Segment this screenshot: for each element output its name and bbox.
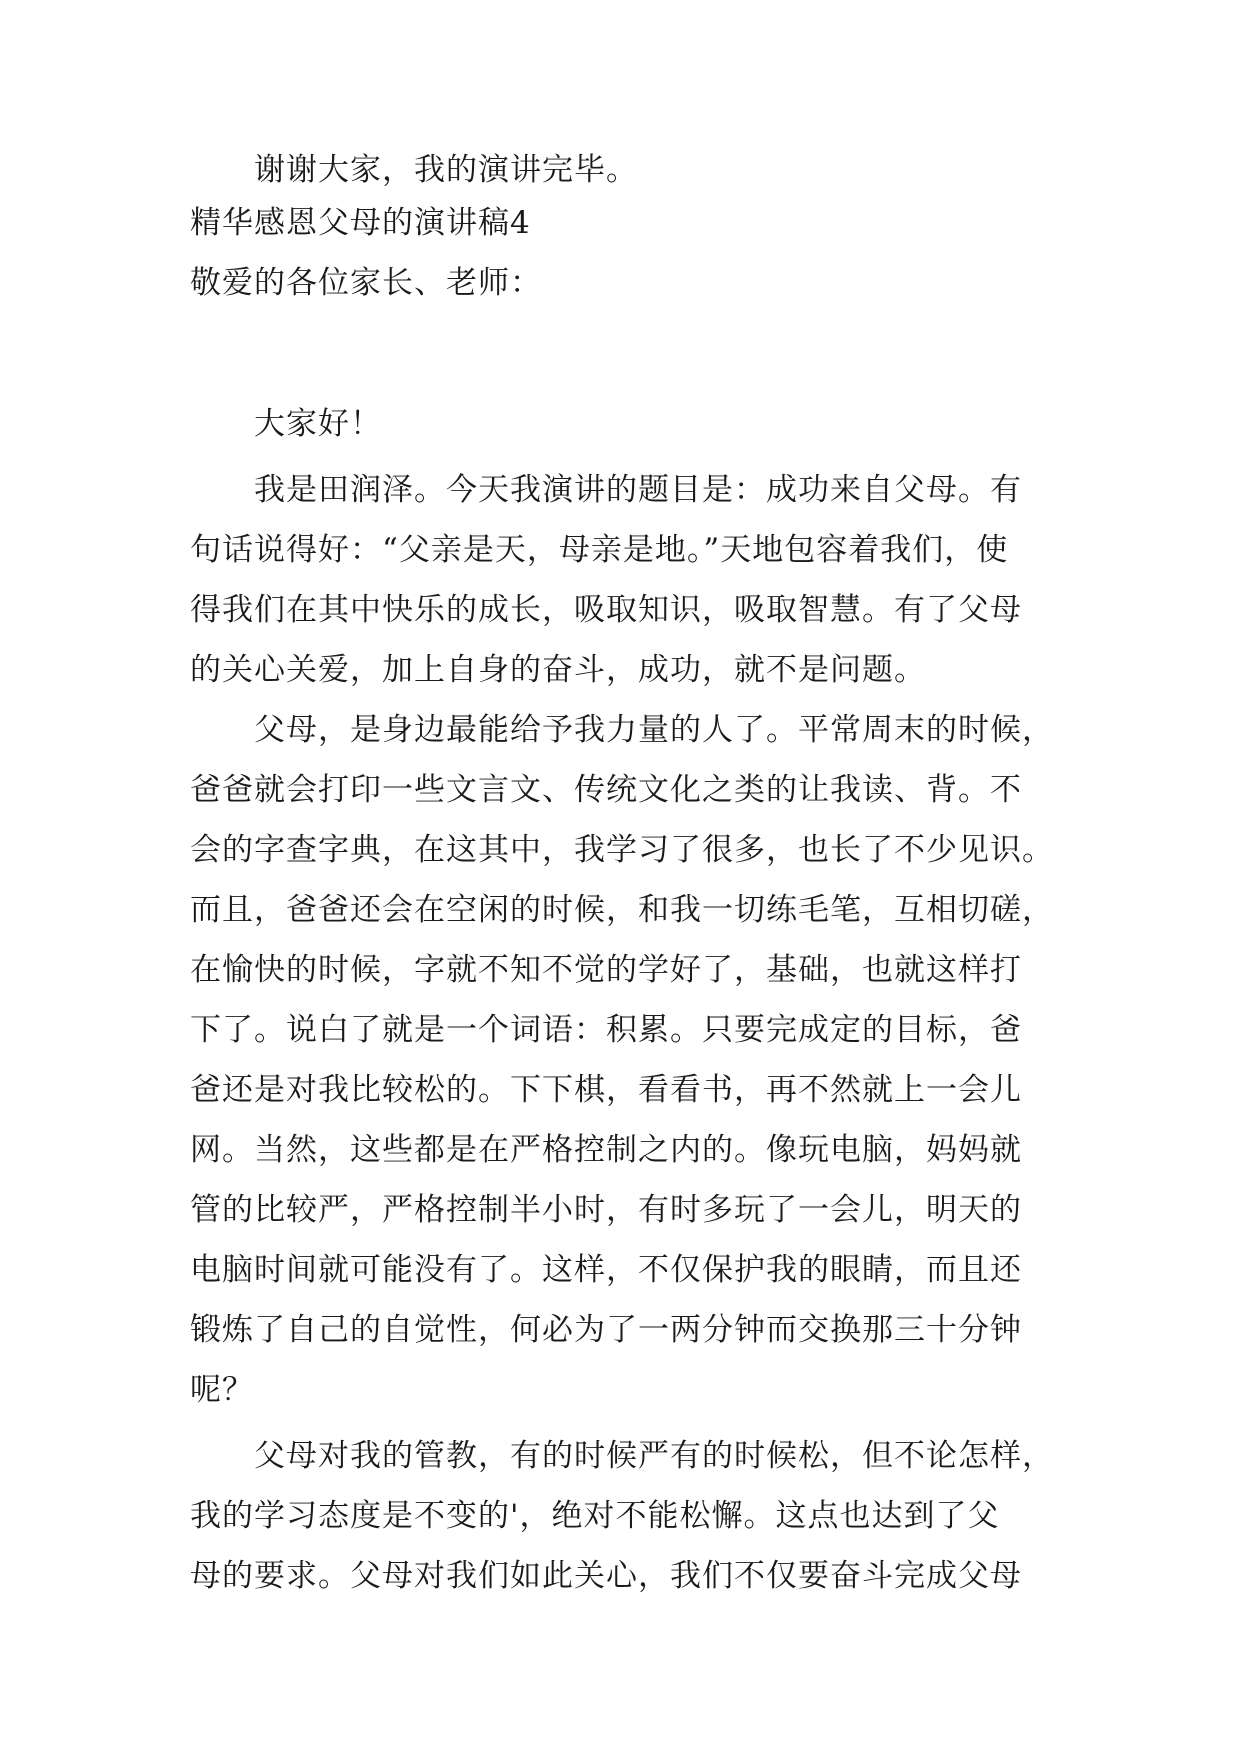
paragraph-line: 爸还是对我比较松的。下下棋，看看书，再不然就上一会儿 [190,1072,1022,1108]
paragraph-line: 的关心关爱，加上自身的奋斗，成功，就不是问题。 [190,652,926,688]
paragraph-line: 下了。说白了就是一个词语：积累。只要完成定的目标，爸 [190,1012,1022,1048]
paragraph-line: 呢？ [190,1372,254,1408]
paragraph-1 [190,460,1056,700]
paragraph-line: 管的比较严，严格控制半小时，有时多玩了一会儿，明天的 [190,1192,1022,1228]
paragraph-line: 我的学习态度是不变的'，绝对不能松懈。这点也达到了父 [190,1498,1000,1534]
greeting: 大家好！ [254,406,382,442]
paragraph-line: 电脑时间就可能没有了。这样，不仅保护我的眼睛，而且还 [190,1252,1022,1288]
paragraph-line: 得我们在其中快乐的成长，吸取知识，吸取智慧。有了父母 [190,592,1022,628]
salutation: 敬爱的各位家长、老师： [190,265,542,301]
closing-block [190,140,1056,200]
paragraph-line: 会的字查字典，在这其中，我学习了很多，也长了不少见识。 [190,832,1054,868]
paragraph-line: 锻炼了自己的自觉性，何必为了一两分钟而交换那三十分钟 [190,1312,1022,1348]
paragraph-line: 母的要求。父母对我们如此关心，我们不仅要奋斗完成父母 [190,1558,1022,1594]
paragraph-line: 网。当然，这些都是在严格控制之内的。像玩电脑，妈妈就 [190,1132,1022,1168]
paragraph-3 [190,1426,1056,1606]
section-title: 精华感恩父母的演讲稿4 [190,205,531,241]
closing-line: 谢谢大家，我的演讲完毕。 [254,152,638,188]
paragraph-line: 父母对我的管教，有的时候严有的时候松，但不论怎样， [254,1438,1054,1474]
paragraph-line: 而且，爸爸还会在空闲的时候，和我一切练毛笔，互相切磋， [190,892,1054,928]
paragraph-line: 父母，是身边最能给予我力量的人了。平常周末的时候， [254,712,1054,748]
paragraph-2 [190,700,1056,1420]
section-header [190,193,1056,313]
paragraph-line: 爸爸就会打印一些文言文、传统文化之类的让我读、背。不 [190,772,1022,808]
paragraph-line: 我是田润泽。今天我演讲的题目是：成功来自父母。有 [254,472,1022,508]
speech-body [190,394,1056,1606]
paragraph-line: 在愉快的时候，字就不知不觉的学好了，基础，也就这样打 [190,952,1022,988]
paragraph-line: 句话说得好：“父亲是天，母亲是地。”天地包容着我们，使 [190,532,1009,568]
